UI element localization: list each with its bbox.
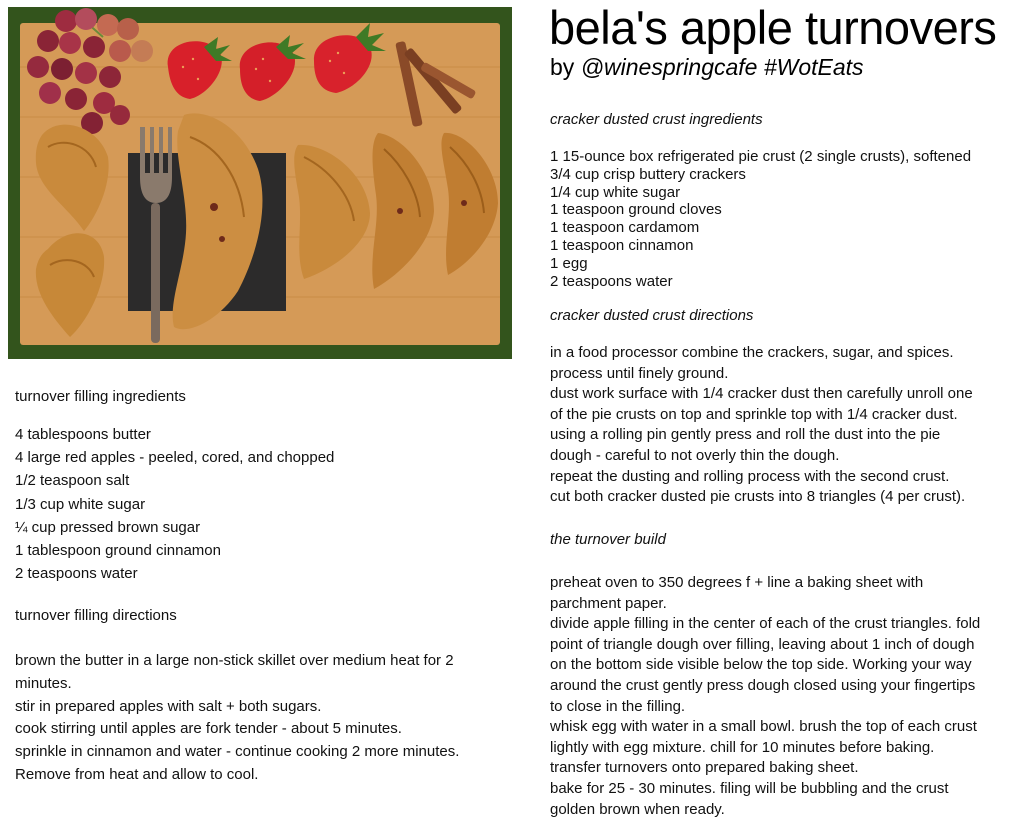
list-item: to close in the filling. [550, 697, 686, 715]
list-item: transfer turnovers onto prepared baking sheet. [550, 759, 859, 777]
list-item: 1/4 cup white sugar [550, 183, 681, 201]
list-item: 1 teaspoon cinnamon [550, 236, 694, 254]
list-item: parchment paper. [550, 594, 667, 612]
list-item: divide apple filling in the center of each of the crust triangles. fold [550, 615, 981, 633]
list-item: 1/3 cup white sugar [15, 495, 146, 513]
list-item: 4 large red apples - peeled, cored, and chopped [15, 449, 335, 467]
list-item: of the pie crusts on top and sprinkle top with 1/4 cracker dust. [550, 405, 958, 423]
list-item: Remove from heat and allow to cool. [15, 765, 259, 783]
list-item: bake for 25 - 30 minutes. filing will be bubbling and the crust [550, 779, 949, 797]
list-item: dust work surface with 1/4 cracker dust then carefully unroll one [550, 385, 973, 403]
byline-by: by [550, 54, 575, 80]
list-item: 1 teaspoon cardamom [550, 219, 700, 237]
list-item: using a rolling pin gently press and roll the dust into the pie [550, 426, 941, 444]
list-item: in a food processor combine the crackers, sugar, and spices. [550, 344, 954, 361]
filling-directions-list [15, 650, 459, 787]
crust-ingredients-list [550, 148, 971, 290]
list-item: lightly with egg mixture. chill for 10 minutes before baking. [550, 738, 935, 756]
recipe-title: bela's apple turnovers [549, 1, 997, 54]
list-item: 1 teaspoon ground cloves [550, 201, 722, 219]
list-item: 1 tablespoon ground cinnamon [15, 542, 221, 560]
build-directions-list [550, 573, 980, 820]
list-item: around the crust gently press dough closed using your fingertips [550, 676, 976, 694]
list-item: on the bottom side visible below the top side. Working your way [550, 656, 972, 674]
list-item: 1/2 teaspoon salt [15, 472, 130, 490]
list-item: brown the butter in a large non-stick skillet over medium heat for 2 [15, 652, 454, 669]
list-item: repeat the dusting and rolling process with the second crust. [550, 467, 950, 485]
list-item: 2 teaspoons water [15, 565, 138, 583]
list-item: golden brown when ready. [550, 800, 725, 818]
build-heading: the turnover build [550, 531, 666, 548]
crust-ingredients-heading: cracker dusted crust ingredients [550, 111, 763, 128]
list-item: point of triangle dough over filling, leaving about 1 inch of dough [550, 635, 975, 653]
list-item: dough - careful to not overly thin the dough. [550, 446, 840, 464]
list-item: 1 15-ounce box refrigerated pie crust (2 single crusts), softened [550, 148, 972, 165]
list-item: whisk egg with water in a small bowl. brush the top of each crust [550, 718, 977, 736]
list-item: 2 teaspoons water [550, 272, 673, 290]
list-item: stir in prepared apples with salt + both sugars. [15, 697, 322, 715]
list-item: cook stirring until apples are fork tender - about 5 minutes. [15, 720, 402, 738]
byline [550, 54, 864, 82]
filling-directions-heading: turnover filling directions [15, 607, 177, 624]
list-item: preheat oven to 350 degrees f + line a baking sheet with [550, 574, 924, 591]
list-item: 4 tablespoons butter [15, 426, 151, 443]
list-item: sprinkle in cinnamon and water - continue cooking 2 more minutes. [15, 743, 460, 761]
list-item: 1 egg [550, 254, 588, 272]
crust-directions-heading: cracker dusted crust directions [550, 307, 754, 324]
byline-handle: @winespringcafe #WotEats [580, 54, 864, 80]
filling-ingredients-heading: turnover filling ingredients [15, 388, 186, 405]
list-item: ¼ cup pressed brown sugar [15, 518, 201, 536]
turnovers-photo [8, 7, 512, 359]
list-item: process until finely ground. [550, 364, 729, 382]
filling-ingredients-list [15, 423, 334, 585]
list-item: cut both cracker dusted pie crusts into 8 triangles (4 per crust). [550, 488, 966, 506]
list-item: minutes. [15, 674, 72, 692]
crust-directions-list [550, 343, 973, 508]
list-item: 3/4 cup crisp buttery crackers [550, 165, 746, 183]
